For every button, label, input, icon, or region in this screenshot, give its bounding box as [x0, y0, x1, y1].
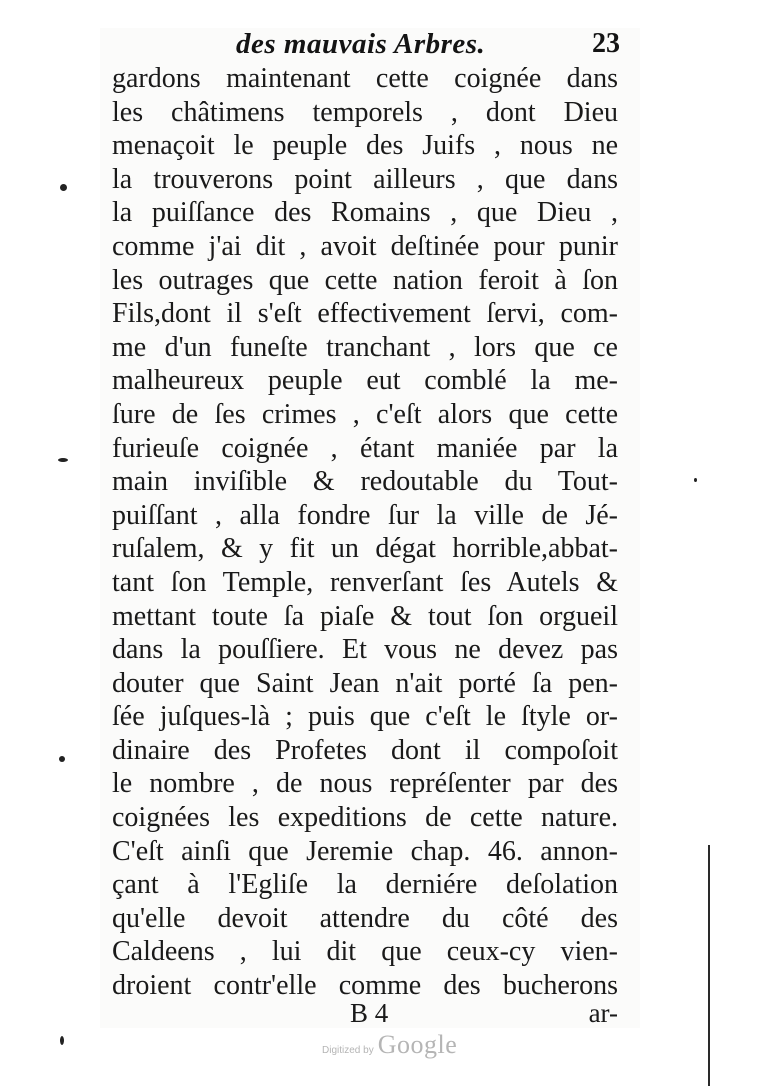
text-line: çant à l'Egliſe la derniére deſolation	[112, 869, 618, 901]
text-line: qu'elle devoit attendre du côté des	[112, 902, 618, 934]
text-line: puiſſant , alla fondre ſur la ville de Jé-	[112, 499, 618, 531]
google-logo: Google	[377, 1030, 458, 1059]
text-line: furieuſe coignée , étant maniée par la	[112, 432, 618, 464]
text-line: coignées les expeditions de cette nature.	[112, 802, 618, 834]
text-line: droient contr'elle comme des bucherons	[112, 970, 618, 1002]
text-line: C'eſt ainſi que Jeremie chap. 46. annon-	[112, 835, 618, 867]
text-line: me d'un funeſte tranchant , lors que ce	[112, 331, 618, 363]
text-line: comme j'ai dit , avoit deſtinée pour punir	[112, 230, 618, 262]
text-line: douter que Saint Jean n'ait porté ſa pen-	[112, 667, 618, 699]
text-line: ruſalem, & y fit un dégat horrible,abbat-	[112, 533, 618, 565]
catchword: ar-	[588, 998, 618, 1028]
watermark-prefix: Digitized by	[322, 1045, 374, 1056]
text-line: Fils,dont il s'eſt effectivement ſervi, com-	[112, 298, 618, 330]
text-line: Caldeens , lui dit que ceux-cy vien-	[112, 936, 618, 968]
text-line: gardons maintenant cette coignée dans	[112, 63, 618, 94]
running-title: des mauvais Arbres.	[236, 28, 486, 60]
text-line: malheureux peuple eut comblé la me-	[112, 365, 618, 397]
scan-speck	[59, 756, 65, 762]
text-line: ſée juſques-là ; puis que c'eſt le ſtyle or-	[112, 701, 618, 733]
text-line: le nombre , de nous repréſenter par des	[112, 768, 618, 800]
text-line: dans la pouſſiere. Et vous ne devez pas	[112, 634, 618, 666]
page-footer	[112, 998, 618, 1032]
page-number: 23	[592, 28, 620, 59]
text-line: la trouverons point ailleurs , que dans	[112, 163, 618, 195]
scan-speck	[694, 478, 697, 482]
text-line: les châtimens temporels , dont Dieu	[112, 96, 618, 128]
scan-edge-line	[708, 845, 710, 1086]
running-head	[110, 26, 620, 66]
text-line: les outrages que cette nation feroit à ſon	[112, 264, 618, 296]
body-text	[112, 62, 618, 1003]
scan-speck	[60, 1036, 64, 1045]
scan-speck	[60, 184, 67, 191]
text-line: ſure de ſes crimes , c'eſt alors que cette	[112, 398, 618, 430]
digitization-watermark	[322, 1030, 457, 1064]
text-line: main inviſible & redoutable du Tout-	[112, 466, 618, 498]
text-line: la puiſſance des Romains , que Dieu ,	[112, 197, 618, 229]
text-line: dinaire des Profetes dont il compoſoit	[112, 734, 618, 766]
text-line: mettant toute ſa piaſe & tout ſon orgueil	[112, 600, 618, 632]
text-line: tant ſon Temple, renverſant ſes Autels &	[112, 566, 618, 598]
signature-mark: B 4	[350, 998, 389, 1028]
text-line: menaçoit le peuple des Juifs , nous ne	[112, 130, 618, 162]
scan-speck	[58, 458, 68, 462]
